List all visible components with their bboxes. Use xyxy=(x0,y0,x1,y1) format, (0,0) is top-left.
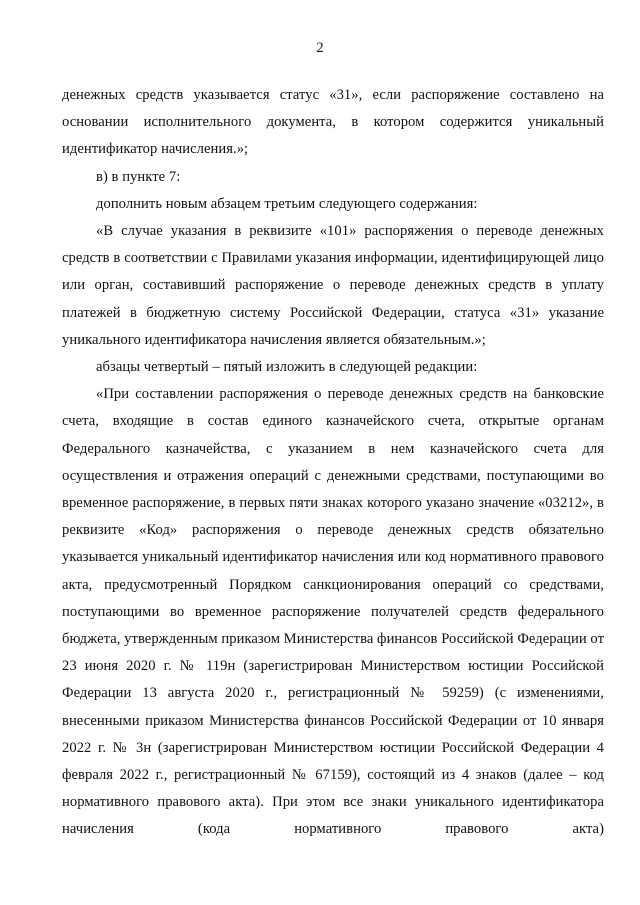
paragraph-abzac-4-5-heading: абзацы четвертый – пятый изложить в следующей редакции: xyxy=(96,359,478,376)
paragraph-status-31: денежных средств указывается статус «31», если распоряжение составлено на основании исполнительного документа, в котором содержится уникальный идентификатор начисления.»; xyxy=(62,87,604,158)
paragraph-item-7-heading: в) в пункте 7: xyxy=(96,168,181,185)
paragraph-add-third-abzac: дополнить новым абзацем третьим следующего содержания: xyxy=(96,195,478,212)
document-body xyxy=(62,82,604,844)
paragraph-requisite-101: «В случае указания в реквизите «101» распоряжения о переводе денежных средств в соответствии с Правилами указания информации, идентифицирующей лицо или орган, составивший распоряжение о переводе денежных средств в уплату платежей в бюджетную систему Российской Федерации, статуса «31» указание уникального идентификатора начисления является обязательным.»; xyxy=(62,223,604,348)
paragraph-03212-code: «При составлении распоряжения о переводе денежных средств на банковские счета, входящие в состав единого казначейского счета, открытые органам Федерального казначейства, с указанием в нем казначейского счета для осуществления и отражения операций с денежными средствами, поступающими во временное распоряжение, в первых пяти знаках которого указано значение «03212», в реквизите «Код» распоряжения о переводе денежных средств обязательно указывается уникальный идентификатор начисления или код нормативного правового акта, предусмотренный Порядком санкционирования операций со средствами, поступающими во временное распоряжение получателей средств федерального бюджета, утвержденным приказом Министерства финансов Российской Федерации от 23 июня 2020 г. № 119н (зарегистрирован Министерством юстиции Российской Федерации 13 августа 2020 г., регистрационный № 59259) (с изменениями, внесенными приказом Министерства финансов Российской Федерации от 10 января 2022 г. № 3н (зарегистрирован Министерством юстиции Российской Федерации 4 февраля 2022 г., регистрационный № 67159), состоящий из 4 знаков (далее – код нормативного правового акта). При этом все знаки уникального идентификатора начисления (кода нормативного правового акта) xyxy=(62,386,604,838)
page-number: 2 xyxy=(316,40,324,56)
